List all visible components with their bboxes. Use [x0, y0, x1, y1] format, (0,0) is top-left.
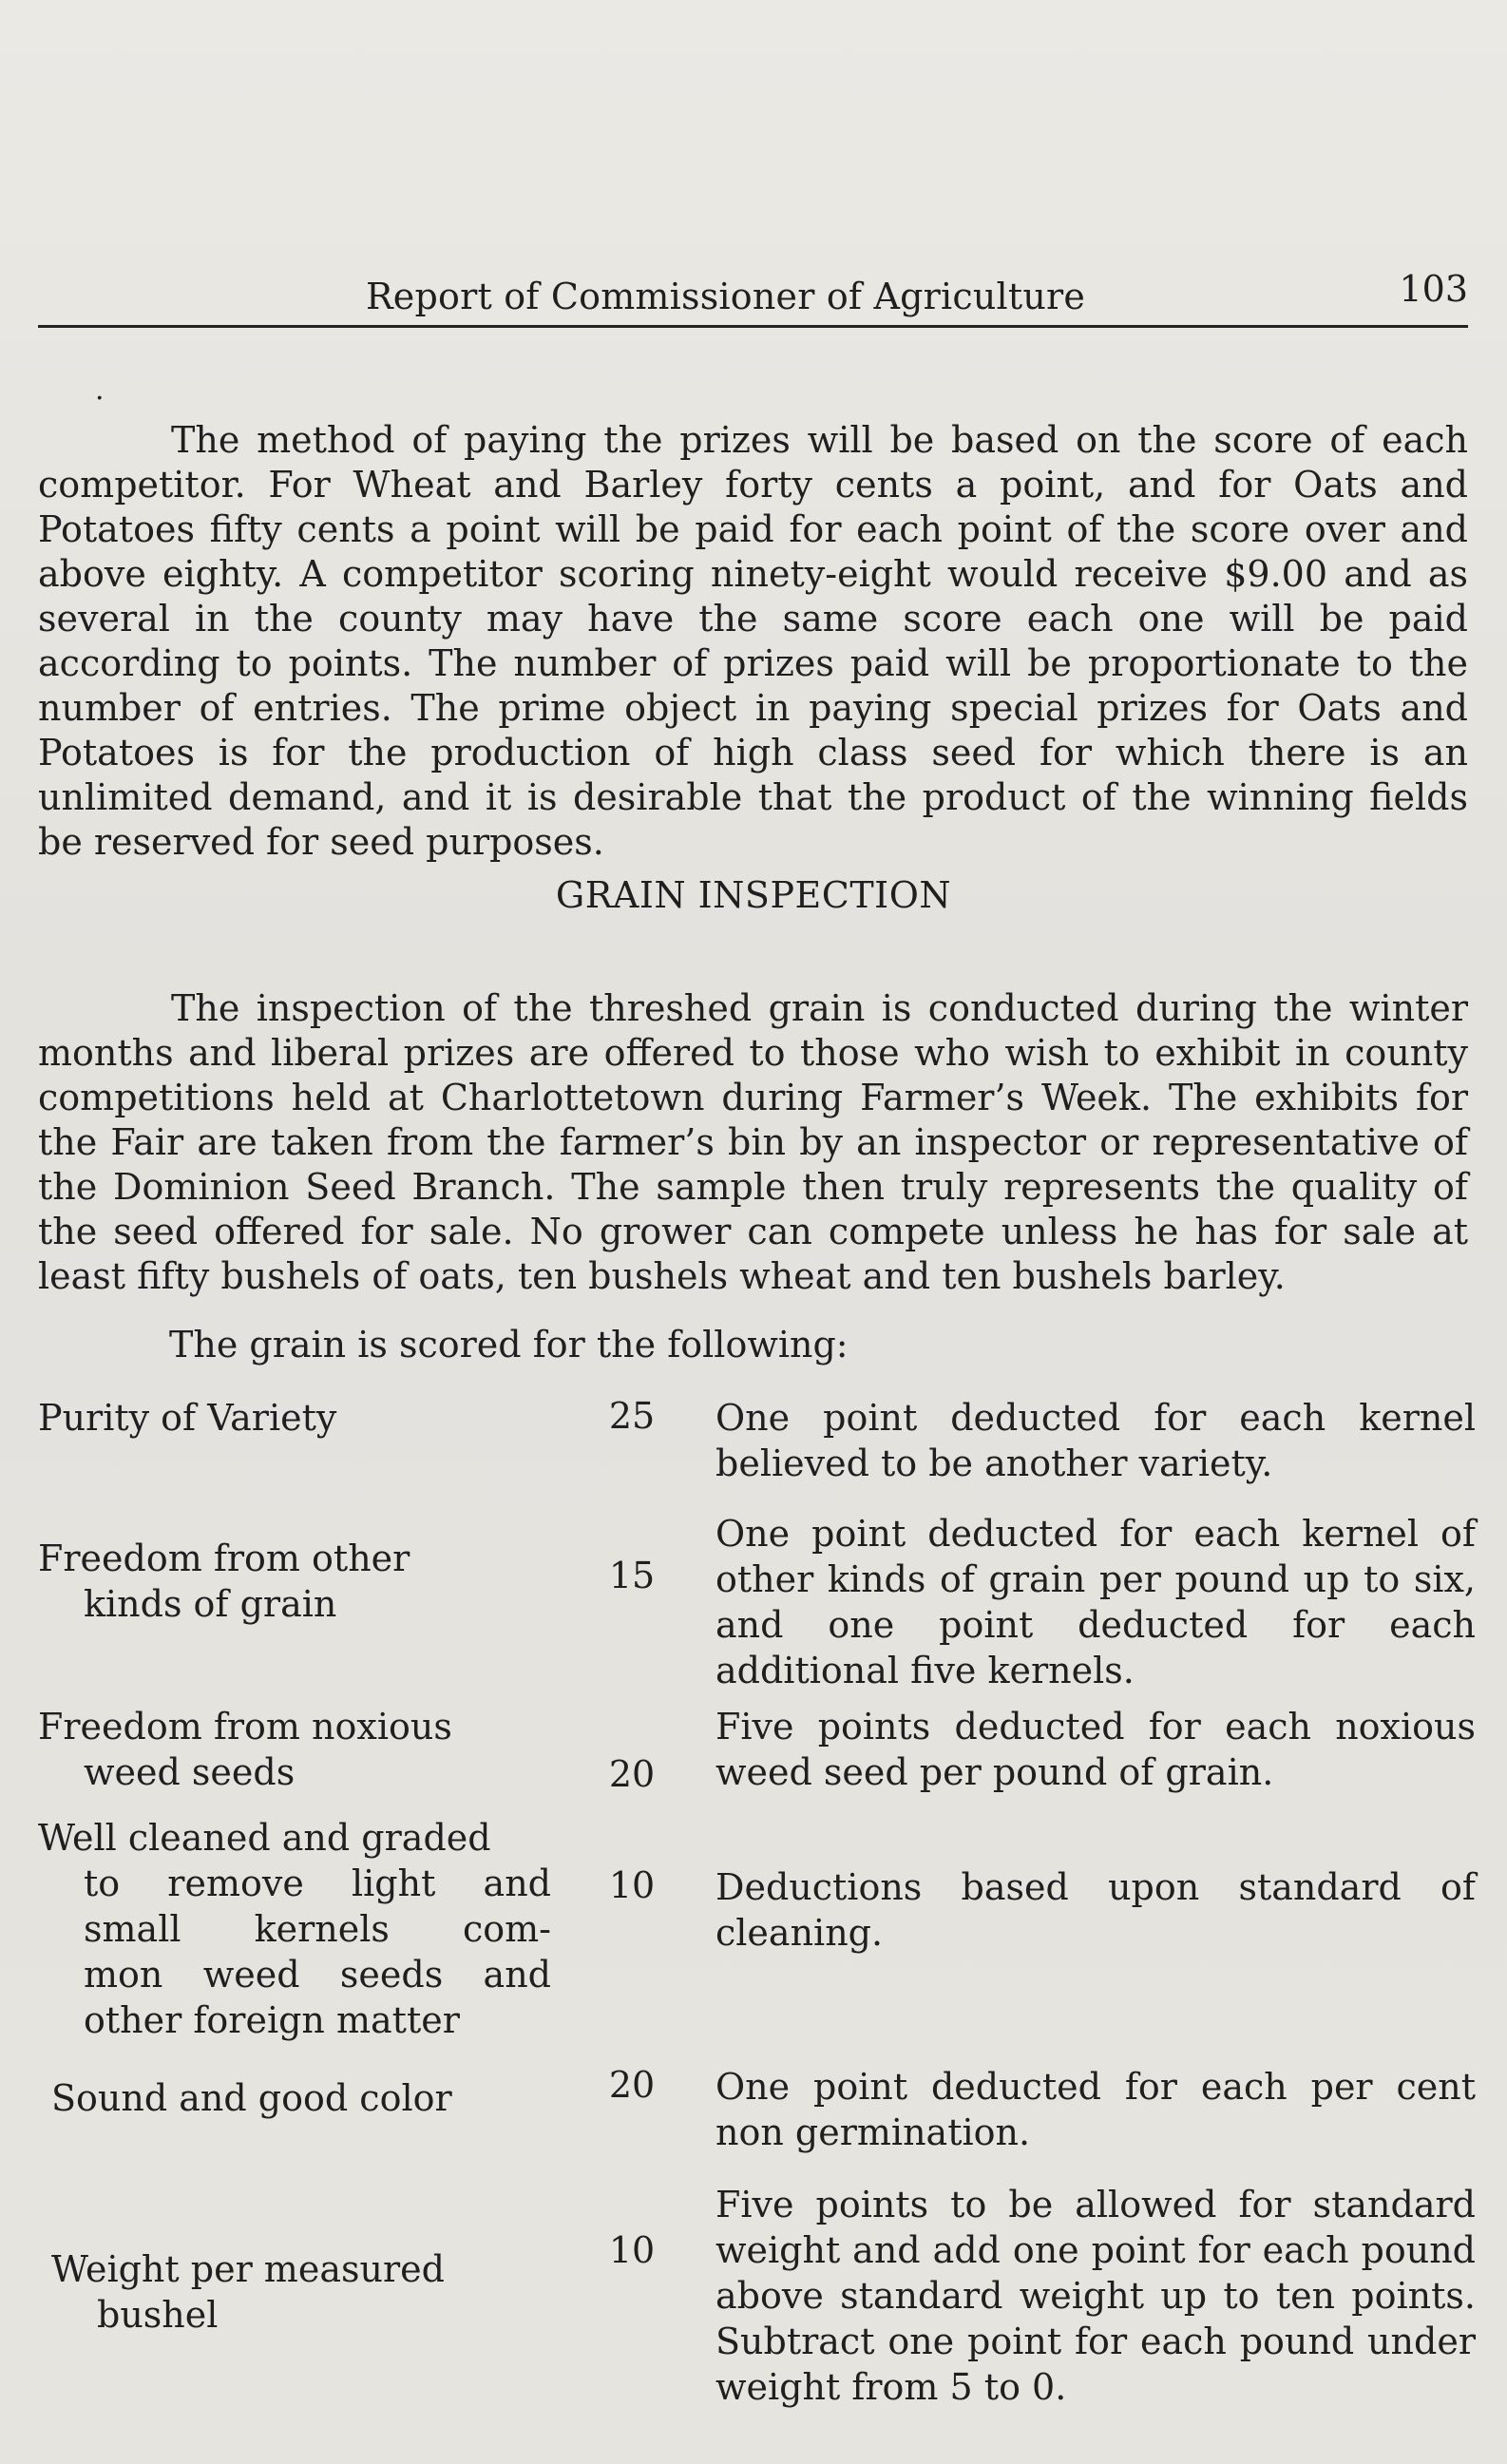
points-value: 10	[608, 1864, 656, 1906]
points-value: 25	[608, 1395, 656, 1437]
section-title: GRAIN INSPECTION	[555, 874, 952, 916]
criterion	[38, 1815, 551, 2043]
criterion-line: Weight per measured	[51, 2248, 445, 2290]
points-value: 20	[608, 1753, 656, 1795]
criterion	[38, 1704, 551, 1795]
stray-mark: ·	[95, 382, 105, 415]
scoring-rule: Five points to be allowed for standard weight and add one point for each pound above standard weight up to ten points. Subtract one point for each pound under weight from 5 to 0.	[715, 2184, 1476, 2408]
criterion-line: bushel	[97, 2294, 219, 2336]
criterion-line: small kernels com-	[84, 1908, 551, 1950]
scoring-rule: One point deducted for each per cent non germination.	[715, 2066, 1476, 2153]
points-value: 10	[608, 2229, 656, 2271]
page-number: 103	[1399, 268, 1468, 310]
running-head: Report of Commissioner of Agriculture	[366, 276, 1086, 317]
criterion	[51, 2246, 564, 2338]
scoring-rule: One point deducted for each kernel of other kinds of grain per pound up to six, and one point deducted for each additional five kernels.	[715, 1513, 1476, 1691]
header-rule	[38, 325, 1468, 328]
grain-inspection-paragraph: The inspection of the threshed grain is conducted during the winter months and liberal prizes are offered to those who wish to exhibit in county competitions held at Charlottetown during Farmer’s Week. The exhibits for the Fair are taken from the farmer’s bin by an inspector or representative of the Dominion Seed Branch. The sample then truly represents the quality of the seed offered for sale. No grower can compete unless he has for sale at least fifty bushels of oats, ten bushels wheat and ten bushels barley.	[38, 987, 1468, 1297]
criterion-line: Freedom from noxious	[38, 1706, 452, 1748]
scoring-rule: One point deducted for each kernel believed to be another variety.	[715, 1397, 1476, 1484]
scoring-rule: Five points deducted for each noxious weed seed per pound of grain.	[715, 1706, 1476, 1793]
criterion-line: Sound and good color	[51, 2077, 452, 2119]
scoring-rule: Deductions based upon standard of cleaning.	[715, 1866, 1476, 1954]
score-card-lead-in: The grain is scored for the following:	[169, 1324, 849, 1366]
criterion-line: kinds of grain	[84, 1583, 337, 1625]
criterion-line: to remove light and	[84, 1862, 551, 1904]
criterion-line: Freedom from other	[38, 1538, 410, 1579]
criterion	[38, 1536, 551, 1627]
points-value: 15	[608, 1555, 656, 1596]
criterion-line: other foreign matter	[84, 1999, 460, 2041]
criterion-line: Purity of Variety	[38, 1397, 337, 1439]
points-value: 20	[608, 2064, 656, 2106]
criterion-line: Well cleaned and graded	[38, 1817, 491, 1859]
criterion-line: weed seeds	[84, 1751, 296, 1793]
prizes-paragraph: The method of paying the prizes will be based on the score of each competitor. For Wheat and Barley forty cents a point, and for Oats and Potatoes fifty cents a point will be paid for each point of the score over and above eighty. A competitor scoring ninety-eight would receive $9.00 and as several in the county may have the same score each one will be paid according to points. The number of prizes paid will be proportionate to the number of entries. The prime object in paying special prizes for Oats and Potatoes is for the production of high class seed for which there is an unlimited demand, and it is desirable that the product of the winning fields be reserved for seed purposes.	[38, 419, 1468, 863]
criterion	[38, 1395, 551, 1441]
criterion-line: mon weed seeds and	[84, 1954, 551, 1996]
page-header	[38, 268, 1468, 327]
criterion	[51, 2075, 564, 2121]
